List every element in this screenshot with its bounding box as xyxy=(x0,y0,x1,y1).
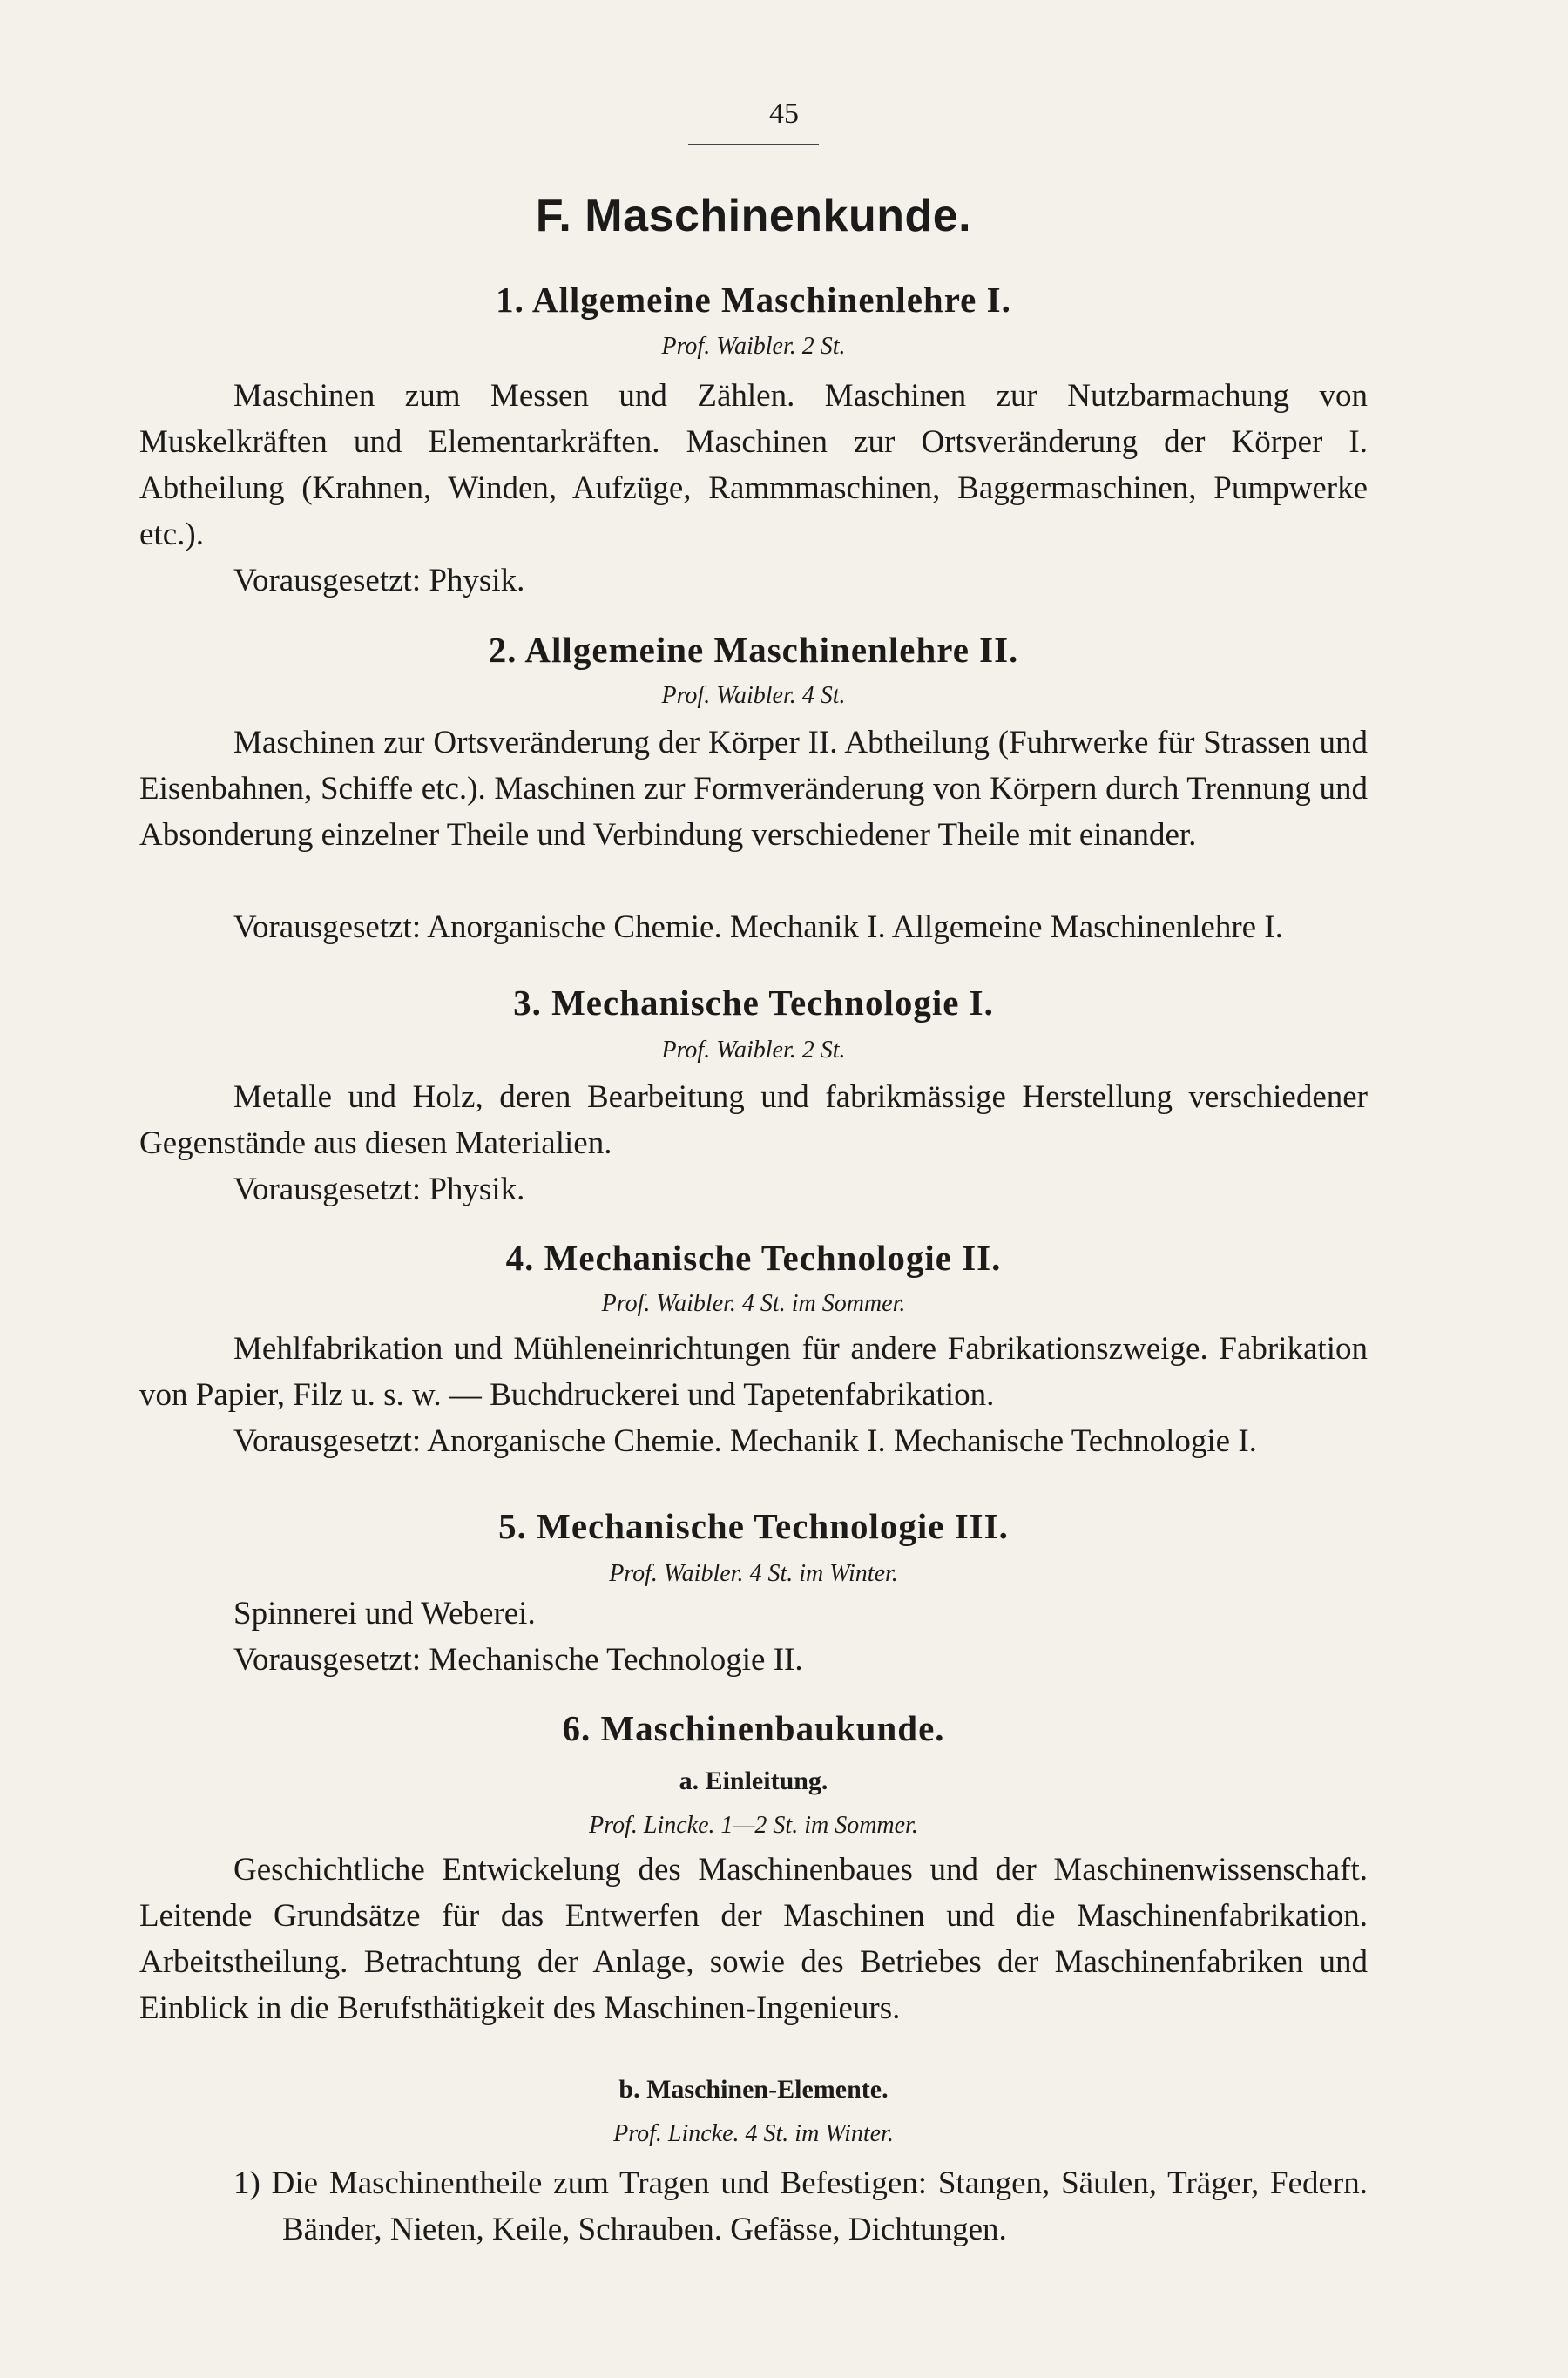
course-4-prof: Prof. Waibler. 4 St. im Sommer. xyxy=(601,1290,906,1317)
course-1-prof: Prof. Waibler. 2 St. xyxy=(661,333,846,360)
course-6a-prof: Prof. Lincke. 1—2 St. im Sommer. xyxy=(589,1812,918,1839)
course-4-prerequisite: Vorausgesetzt: Anorganische Chemie. Mechanik I. Mechanische Technologie I. xyxy=(233,1423,1257,1459)
course-1-prerequisite: Vorausgesetzt: Physik. xyxy=(233,563,525,598)
course-2-description: Maschinen zur Ortsveränderung der Körper II. Abtheilung (Fuhrwerke für Strassen und Eisenbahnen, Schiffe etc.). Maschinen zur Formveränderung von Körpern durch Trennung und Absonderung einzelner Theile und Verbindung verschiedener Theile mit einander. xyxy=(139,725,1368,853)
course-3-description: Metalle und Holz, deren Bearbeitung und fabrikmässige Herstellung verschiedener Gegenstände aus diesen Materialien. xyxy=(139,1079,1368,1161)
course-3-prerequisite: Vorausgesetzt: Physik. xyxy=(233,1172,525,1207)
course-6b-title: b. Maschinen-Elemente. xyxy=(618,2075,889,2104)
course-2-title: 2. Allgemeine Maschinenlehre II. xyxy=(488,630,1019,670)
course-6b-item-1 xyxy=(139,2160,1368,2253)
course-2-prerequisite: Vorausgesetzt: Anorganische Chemie. Mechanik I. Allgemeine Maschinenlehre I. xyxy=(233,909,1283,945)
course-1-title: 1. Allgemeine Maschinenlehre I. xyxy=(496,280,1011,320)
course-6b-prof: Prof. Lincke. 4 St. im Winter. xyxy=(613,2120,894,2147)
course-4-title: 4. Mechanische Technologie II. xyxy=(505,1238,1002,1278)
course-5-prof: Prof. Waibler. 4 St. im Winter. xyxy=(609,1560,898,1587)
course-6a-title: a. Einleitung. xyxy=(679,1767,828,1795)
course-5-title: 5. Mechanische Technologie III. xyxy=(498,1506,1009,1546)
course-4-description: Mehlfabrikation und Mühleneinrichtungen für andere Fabrikationszweige. Fabrikation von Papier, Filz u. s. w. — Buchdruckerei und Tapetenfabrikation. xyxy=(139,1331,1368,1413)
course-3-prof: Prof. Waibler. 2 St. xyxy=(661,1037,846,1064)
course-6-title: 6. Maschinenbaukunde. xyxy=(562,1708,945,1748)
page-number: 45 xyxy=(769,98,799,130)
course-6a-description: Geschichtliche Entwickelung des Maschinenbaues und der Maschinenwissenschaft. Leitende Grundsätze für das Entwerfen der Maschinen und die Maschinenfabrikation. Arbeitstheilung. Betrachtung der Anlage, sowie des Betriebes der Maschinenfabriken und Einblick in die Berufsthätigkeit des Maschinen-Ingenieurs. xyxy=(139,1852,1368,2026)
course-5-description: Spinnerei und Weberei. xyxy=(233,1596,536,1631)
course-1-description: Maschinen zum Messen und Zählen. Maschinen zur Nutzbarmachung von Muskelkräften und Elementarkräften. Maschinen zur Ortsveränderung der Körper I. Abtheilung (Krahnen, Winden, Aufzüge, Rammmaschinen, Baggermaschinen, Pumpwerke etc.). xyxy=(139,378,1368,552)
item-text: Die Maschinentheile zum Tragen und Befestigen: Stangen, Säulen, Träger, Federn. Bänder, Nieten, Keile, Schrauben. Gefässe, Dichtungen. xyxy=(271,2165,1368,2247)
page-number-rule xyxy=(688,144,819,145)
course-3-title: 3. Mechanische Technologie I. xyxy=(513,983,994,1023)
section-title: F. Maschinenkunde. xyxy=(535,191,972,241)
course-2-prof: Prof. Waibler. 4 St. xyxy=(661,682,846,709)
item-number: 1) xyxy=(233,2165,260,2201)
course-5-prerequisite: Vorausgesetzt: Mechanische Technologie II. xyxy=(233,1642,803,1678)
